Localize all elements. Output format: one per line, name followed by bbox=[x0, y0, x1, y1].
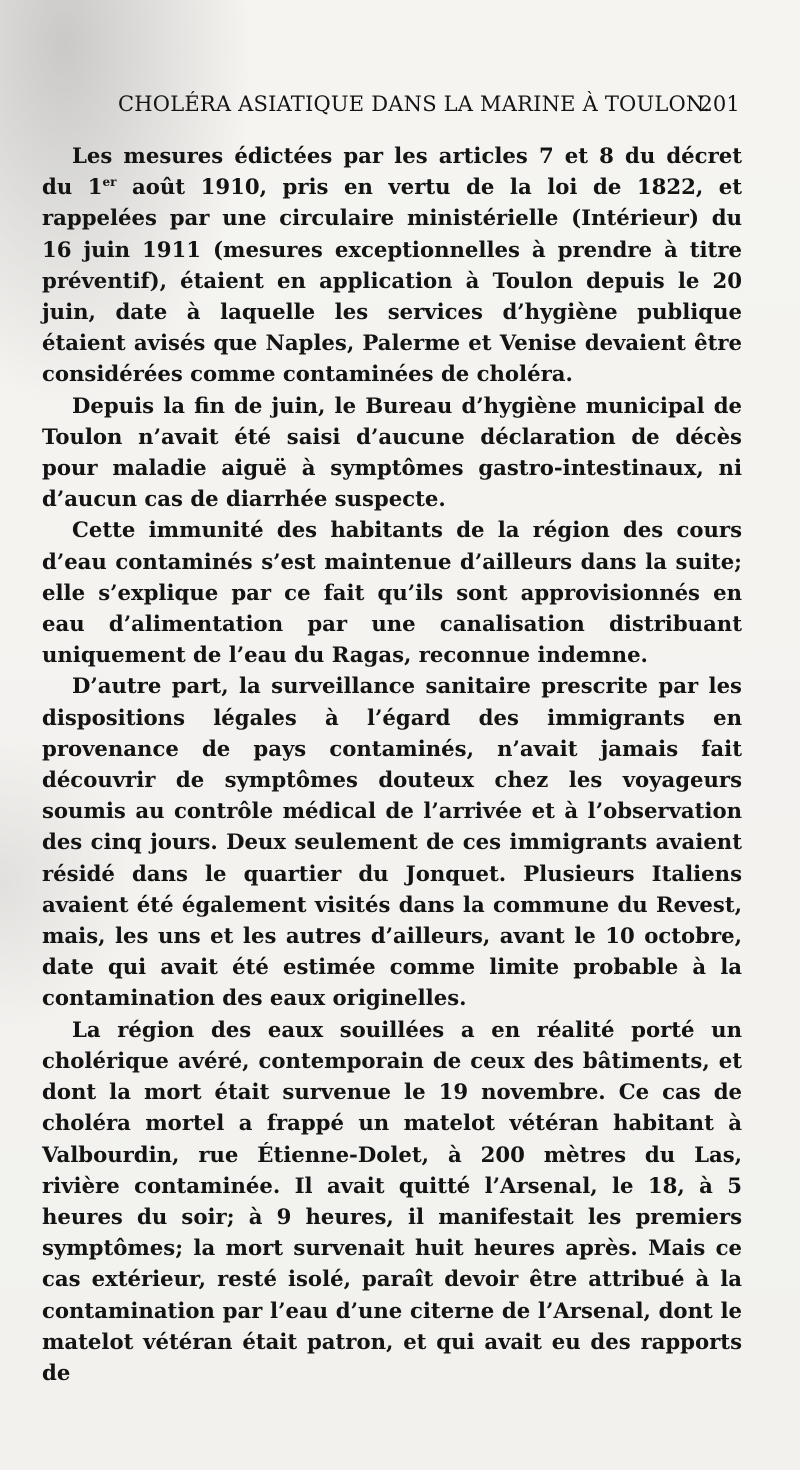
paragraph-1-text-end: août 1910, pris en vertu de la loi de 1822, et rappelées par une circulaire ministérielle (Intérieur) du 16 juin 1911 (mesures exceptionnelles à prendre à titre préventif), étaient en application à Toulon depuis le 20 juin, date à laquelle les services d’hygiène publique étaient avisés que Naples, Palerme et Venise devaient être considérées comme contaminées de choléra. bbox=[42, 174, 743, 387]
running-title: CHOLÉRA ASIATIQUE DANS LA MARINE À TOULON. bbox=[118, 92, 711, 116]
paragraph-4: D’autre part, la surveillance sanitaire prescrite par les dispositions légales à l’égard des immigrants en provenance de pays contaminés, n’avait jamais fait découvrir de symptômes douteux chez les voyageurs soumis au contrôle médical de l’arrivée et à l’observation des cinq jours. Deux seulement de ces immigrants avaient résidé dans le quartier du Jonquet. Plusieurs Italiens avaient été également visités dans la commune du Revest, mais, les uns et les autres d’ailleurs, avant le 10 octobre, date qui avait été estimée comme limite probable à la contamination des eaux originelles. bbox=[42, 673, 742, 1011]
page-header bbox=[118, 92, 740, 126]
body-text bbox=[42, 140, 742, 1388]
paragraph-1-text-start: Les mesures édictées par les articles 7 et 8 du décret du 1 bbox=[42, 143, 742, 200]
page-number: 201 bbox=[699, 92, 740, 116]
paragraph-1 bbox=[42, 140, 742, 390]
paragraph-5: La région des eaux souillées a en réalité porté un cholérique avéré, contemporain de ceux des bâtiments, et dont la mort était survenue le 19 novembre. Ce cas de choléra mortel a frappé un matelot vétéran habitant à Valbourdin, rue Étienne-Dolet, à 200 mètres du Las, rivière contaminée. Il avait quitté l’Arsenal, le 18, à 5 heures du soir; à 9 heures, il manifestait les premiers symptômes; la mort survenait huit heures après. Mais ce cas extérieur, resté isolé, paraît devoir être attribué à la contamination par l’eau d’une citerne de l’Arsenal, dont le matelot vétéran était patron, et qui avait eu des rapports de bbox=[42, 1016, 742, 1385]
paragraph-3: Cette immunité des habitants de la région des cours d’eau contaminés s’est maintenue d’ailleurs dans la suite; elle s’explique par ce fait qu’ils sont approvisionnés en eau d’alimentation par une canalisation distribuant uniquement de l’eau du Ragas, reconnue indemne. bbox=[42, 517, 742, 668]
ordinal-superscript: er bbox=[102, 175, 117, 190]
paragraph-2: Depuis la fin de juin, le Bureau d’hygiène municipal de Toulon n’avait été saisi d’aucune déclaration de décès pour maladie aiguë à symptômes gastro-intestinaux, ni d’aucun cas de diarrhée suspecte. bbox=[42, 392, 742, 512]
